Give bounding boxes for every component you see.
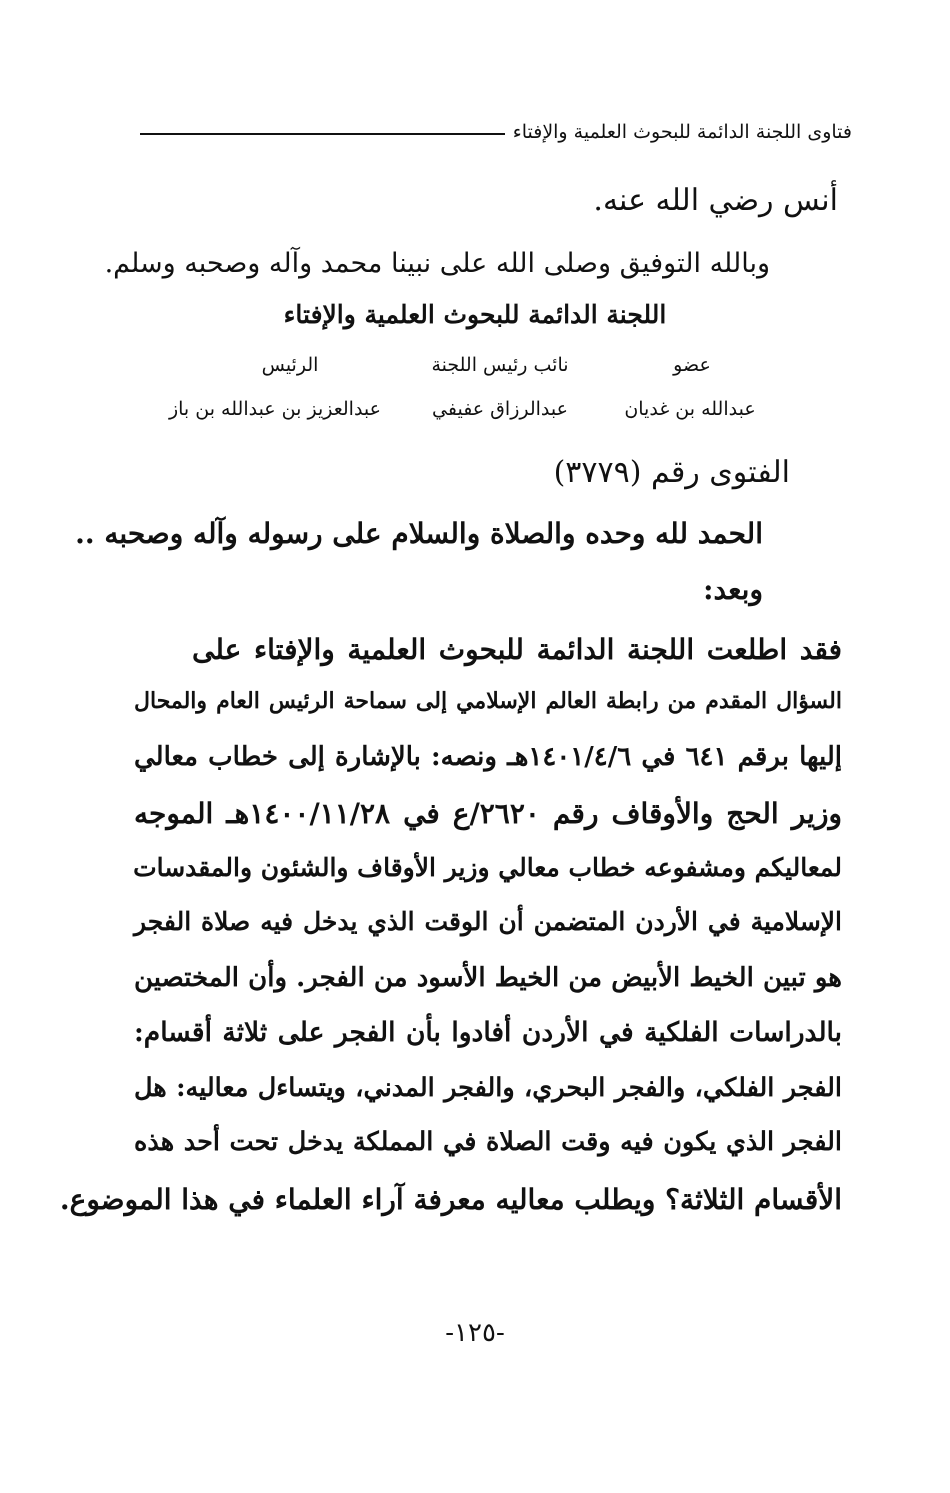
page-number: -١٢٥-	[445, 1318, 505, 1348]
fatwa-body-line-9: الفجر الفلكي، والفجر البحري، والفجر المدني، ويتساءل معاليه: هل	[134, 1073, 842, 1103]
fatwa-opening-line-1: الحمد لله وحده والصلاة والسلام على رسوله وآله وصحبه ..	[75, 517, 763, 550]
fatwa-body-line-2: السؤال المقدم من رابطة العالم الإسلامي إلى سماحة الرئيس العام والمحال	[134, 688, 842, 714]
fatwa-body-line-1: فقد اطلعت اللجنة الدائمة للبحوث العلمية والإفتاء على	[192, 633, 842, 666]
committee-name: اللجنة الدائمة للبحوث العلمية والإفتاء	[283, 300, 667, 329]
fatwa-body-line-3: إليها برقم ٦٤١ في ١٤٠١/٤/٦هـ ونصه: بالإشارة إلى خطاب معالي	[134, 742, 842, 772]
fatwa-body-line-10: الفجر الذي يكون فيه وقت الصلاة في المملكة يدخل تحت أحد هذه	[134, 1127, 842, 1157]
fatwa-body-line-4: وزير الحج والأوقاف رقم ٢٦٢٠/ع في ١٤٠٠/١١/٢٨هـ الموجه	[134, 797, 843, 830]
header-rule	[140, 133, 505, 135]
fatwa-body-line-5: لمعاليكم ومشفوعه خطاب معالي وزير الأوقاف والشئون والمقدسات	[133, 853, 842, 882]
signatory-role-member: عضو	[673, 354, 711, 376]
fatwa-body-line-11: الأقسام الثلاثة؟ ويطلب معاليه معرفة آراء العلماء في هذا الموضوع.	[59, 1183, 842, 1216]
signatory-name-chair: عبدالعزيز بن عبدالله بن باز	[168, 398, 382, 420]
fatwa-body-line-7: هو تبين الخيط الأبيض من الخيط الأسود من الفجر. وأن المختصين	[134, 963, 842, 993]
fatwa-opening-line-2: وبعد:	[703, 573, 763, 606]
fatwa-body-line-6: الإسلامية في الأردن المتضمن أن الوقت الذي يدخل فيه صلاة الفجر	[134, 907, 842, 936]
fatwa-number: الفتوى رقم (٣٧٧٩)	[553, 455, 790, 490]
signatory-name-member: عبدالله بن غديان	[624, 398, 756, 420]
blessing-line: وبالله التوفيق وصلى الله على نبينا محمد وآله وصحبه وسلم.	[104, 248, 770, 279]
running-header	[140, 112, 852, 152]
fatwa-body-line-8: بالدراسات الفلكية في الأردن أفادوا بأن الفجر على ثلاثة أقسام:	[134, 1017, 842, 1048]
signatory-name-vice-chair: عبدالرزاق عفيفي	[432, 398, 568, 420]
previous-fatwa-closing-line: أنس رضي الله عنه.	[593, 183, 838, 218]
signatory-role-vice-chair: نائب رئيس اللجنة	[431, 354, 569, 376]
signatory-role-chair: الرئيس	[261, 354, 319, 376]
running-title: فتاوى اللجنة الدائمة للبحوث العلمية والإفتاء	[512, 121, 852, 143]
